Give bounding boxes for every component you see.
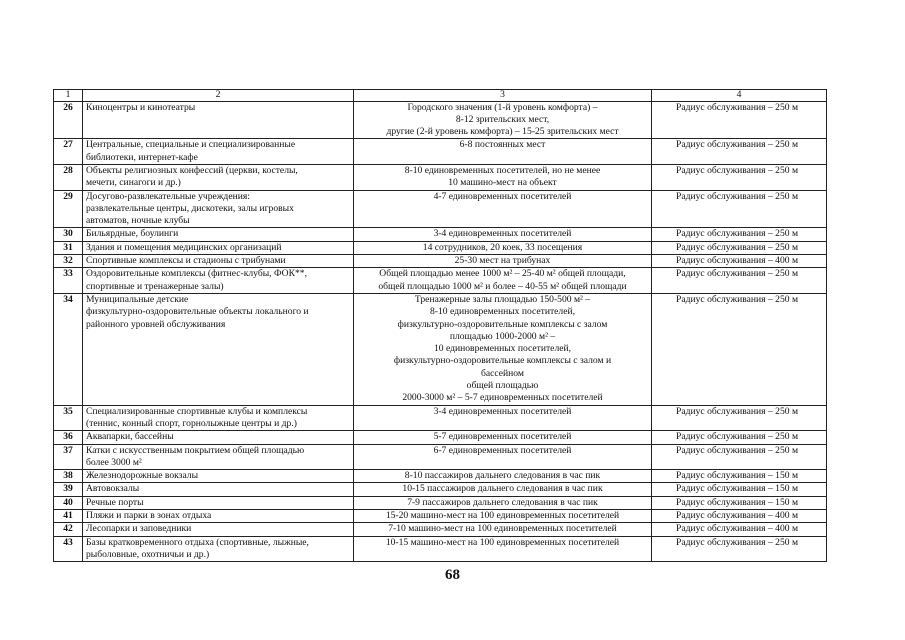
- facility-name-line: мечети, синагоги и др.): [86, 177, 181, 189]
- table-row: [54, 241, 827, 254]
- facility-name-line: Лесопарки и заповедники: [86, 523, 192, 535]
- table-row: [54, 523, 827, 536]
- service-radius: Радиус обслуживания – 250 м: [652, 241, 827, 254]
- capacity-norm: [354, 139, 652, 165]
- facility-name-line: более 3000 м²: [86, 456, 142, 468]
- capacity-norm-line: физкультурно-оздоровительные комплексы с залом: [397, 318, 608, 330]
- table-row: [54, 496, 827, 509]
- capacity-norm: [354, 405, 652, 431]
- capacity-norm-line: бассейном: [481, 367, 524, 379]
- service-radius: Радиус обслуживания – 150 м: [652, 470, 827, 483]
- facility-name-line: Аквапарки, бассейны: [86, 431, 174, 443]
- capacity-norm: [354, 241, 652, 254]
- capacity-norm-line: общей площадью: [466, 380, 539, 392]
- facility-name-line: спортивные и тренажерные залы): [86, 280, 224, 292]
- header-cell-4: 4: [652, 90, 827, 102]
- capacity-norm-line: Тренажерные залы площадью 150-500 м² –: [414, 293, 591, 305]
- facility-name-line: (теннис, конный спорт, горнолыжные центры и др.): [86, 417, 297, 429]
- facility-name-line: Досугово-развлекательные учреждения:: [86, 190, 250, 202]
- service-radius: Радиус обслуживания – 150 м: [652, 496, 827, 509]
- table-row: [54, 483, 827, 496]
- capacity-norm-line: 6-8 постоянных мест: [459, 139, 546, 151]
- table-row: [54, 536, 827, 562]
- facility-name-line: Киноцентры и кинотеатры: [86, 101, 196, 113]
- facility-name-line: Базы кратковременного отдыха (спортивные, лыжные,: [86, 536, 309, 548]
- row-number: 37: [54, 444, 83, 470]
- capacity-norm: [354, 255, 652, 268]
- service-radius: Радиус обслуживания – 400 м: [652, 510, 827, 523]
- facility-name-line: Спортивные комплексы и стадионы с трибунами: [86, 255, 286, 267]
- facility-name: [83, 470, 354, 483]
- facility-name-line: библиотеки, интернет-кафе: [86, 151, 198, 163]
- capacity-norm: [354, 101, 652, 139]
- service-radius: Радиус обслуживания – 250 м: [652, 101, 827, 139]
- facility-name: [83, 101, 354, 139]
- row-number: 28: [54, 164, 83, 190]
- capacity-norm-line: 15-20 машино-мест на 100 единовременных посетителей: [385, 510, 620, 521]
- facility-name-line: Оздоровительные комплексы (фитнес-клубы, ФОК**,: [86, 268, 307, 280]
- facility-name: [83, 496, 354, 509]
- capacity-norm-line: 6-7 единовременных посетителей: [433, 444, 572, 456]
- facility-name: [83, 536, 354, 562]
- capacity-norm-line: 10 машино-мест на объект: [448, 177, 557, 189]
- capacity-norm-line: общей площадью 1000 м² и более – 40-55 м² общей площади: [378, 280, 627, 292]
- facility-name-line: развлекательные центры, дискотеки, залы игровых: [86, 202, 294, 214]
- capacity-norm-line: 25-30 мест на трибунах: [454, 255, 551, 267]
- capacity-norm-line: 4-7 единовременных посетителей: [433, 190, 572, 202]
- capacity-norm: [354, 496, 652, 509]
- table-row: [54, 190, 827, 228]
- capacity-norm-line: физкультурно-оздоровительные комплексы с залом и: [393, 355, 612, 367]
- header-cell-1: 1: [54, 90, 83, 102]
- capacity-norm-line: 8-10 пассажиров дальнего следования в час пик: [404, 470, 601, 482]
- facility-name-line: Центральные, специальные и специализированные: [86, 139, 296, 151]
- facility-name-line: Катки с искусственным покрытием общей площадью: [86, 444, 305, 456]
- capacity-norm-line: 7-9 пассажиров дальнего следования в час пик: [407, 496, 598, 508]
- service-radius: Радиус обслуживания – 250 м: [652, 268, 827, 294]
- service-radius: Радиус обслуживания – 400 м: [652, 255, 827, 268]
- service-radius: Радиус обслуживания – 250 м: [652, 536, 827, 562]
- capacity-norm: [354, 293, 652, 405]
- service-radius: Радиус обслуживания – 250 м: [652, 139, 827, 165]
- row-number: 41: [54, 510, 83, 523]
- capacity-norm-line: 8-10 единовременных посетителей,: [429, 306, 576, 318]
- facility-name-line: Автовокзалы: [86, 483, 140, 495]
- facility-name: [83, 444, 354, 470]
- capacity-norm-line: 14 сотрудников, 20 коек, 33 посещения: [422, 241, 583, 253]
- capacity-norm-line: Общей площадью менее 1000 м² – 25-40 м² общей площади,: [379, 268, 626, 280]
- table-header-row: [54, 90, 827, 102]
- capacity-norm-line: 3-4 единовременных посетителей: [433, 405, 572, 417]
- capacity-norm-line: 10-15 машино-мест на 100 единовременных посетителей: [385, 536, 620, 548]
- facility-name: [83, 228, 354, 241]
- capacity-norm-line: 8-12 зрительских мест,: [455, 113, 550, 125]
- table-row: [54, 470, 827, 483]
- table-row: [54, 510, 827, 523]
- facility-name: [83, 405, 354, 431]
- table-row: [54, 444, 827, 470]
- row-number: 26: [54, 101, 83, 139]
- capacity-norm: [354, 510, 652, 523]
- service-radius: Радиус обслуживания – 250 м: [652, 431, 827, 444]
- capacity-norm: [354, 523, 652, 536]
- capacity-norm: [354, 483, 652, 496]
- facility-name-line: Специализированные спортивные клубы и комплексы: [86, 405, 308, 417]
- table-row: [54, 405, 827, 431]
- table-row: [54, 164, 827, 190]
- capacity-norm-line: 5-7 единовременных посетителей: [433, 431, 572, 443]
- capacity-norm-line: 10 единовременных посетителей,: [433, 343, 572, 355]
- facility-name: [83, 139, 354, 165]
- row-number: 39: [54, 483, 83, 496]
- capacity-norm: [354, 268, 652, 294]
- table-row: [54, 139, 827, 165]
- facility-name: [83, 510, 354, 523]
- service-radius: Радиус обслуживания – 400 м: [652, 523, 827, 536]
- facility-name: [83, 164, 354, 190]
- capacity-norm-line: 2000-3000 м² – 5-7 единовременных посетителей: [402, 392, 603, 404]
- facility-name-line: Речные порты: [86, 496, 144, 508]
- table-row: [54, 268, 827, 294]
- table-row: [54, 255, 827, 268]
- capacity-norm-line: 10-15 пассажиров дальнего следования в час пик: [402, 483, 603, 495]
- facility-name-line: Железнодорожные вокзалы: [86, 470, 199, 482]
- table-row: [54, 293, 827, 405]
- row-number: 42: [54, 523, 83, 536]
- facility-name: [83, 268, 354, 294]
- capacity-norm-line: Городского значения (1-й уровень комфорта) –: [407, 101, 598, 113]
- capacity-norm: [354, 431, 652, 444]
- row-number: 32: [54, 255, 83, 268]
- facility-name: [83, 255, 354, 268]
- facility-name: [83, 483, 354, 496]
- service-radius: Радиус обслуживания – 250 м: [652, 405, 827, 431]
- header-cell-3: 3: [354, 90, 652, 102]
- row-number: 31: [54, 241, 83, 254]
- header-cell-2: 2: [83, 90, 354, 102]
- row-number: 33: [54, 268, 83, 294]
- capacity-norm-line: 3-4 единовременных посетителей: [433, 228, 572, 240]
- row-number: 30: [54, 228, 83, 241]
- facility-name-line: автоматов, ночные клубы: [86, 215, 190, 227]
- service-radius: Радиус обслуживания – 250 м: [652, 228, 827, 241]
- row-number: 38: [54, 470, 83, 483]
- capacity-norm: [354, 190, 652, 228]
- capacity-norm-line: 7-10 машино-мест на 100 единовременных посетителей: [388, 523, 617, 535]
- capacity-norm: [354, 228, 652, 241]
- capacity-norm: [354, 444, 652, 470]
- row-number: 29: [54, 190, 83, 228]
- row-number: 40: [54, 496, 83, 509]
- facility-name-line: Пляжи и парки в зонах отдыха: [86, 510, 212, 521]
- capacity-norm: [354, 470, 652, 483]
- facility-name-line: Муниципальные детские: [86, 293, 189, 305]
- service-radius: Радиус обслуживания – 250 м: [652, 293, 827, 405]
- facility-name: [83, 523, 354, 536]
- facility-name-line: Бильярдные, боулинги: [86, 228, 179, 240]
- facility-name-line: районного уровней обслуживания: [86, 318, 226, 330]
- row-number: 36: [54, 431, 83, 444]
- facility-name-line: Объекты религиозных конфессий (церкви, костелы,: [86, 164, 298, 176]
- capacity-norm-line: площадью 1000-2000 м² –: [449, 330, 556, 342]
- table-row: [54, 101, 827, 139]
- service-radius: Радиус обслуживания – 250 м: [652, 190, 827, 228]
- facility-name: [83, 431, 354, 444]
- service-radius: Радиус обслуживания – 250 м: [652, 444, 827, 470]
- row-number: 34: [54, 293, 83, 405]
- page-number: 68: [445, 567, 460, 583]
- capacity-norm: [354, 536, 652, 562]
- facility-name: [83, 190, 354, 228]
- facility-name: [83, 293, 354, 405]
- capacity-norm-line: другие (2-й уровень комфорта) – 15-25 зрительских мест: [386, 126, 619, 138]
- facility-name-line: физкультурно-оздоровительные объекты локального и: [86, 306, 309, 318]
- capacity-norm-line: 8-10 единовременных посетителей, но не менее: [404, 164, 601, 176]
- facility-name: [83, 241, 354, 254]
- table-row: [54, 431, 827, 444]
- facility-name-line: Здания и помещения медицинских организаций: [86, 241, 282, 253]
- row-number: 43: [54, 536, 83, 562]
- facility-name-line: рыболовные, охотничьи и др.): [86, 548, 210, 560]
- row-number: 35: [54, 405, 83, 431]
- service-radius: Радиус обслуживания – 250 м: [652, 164, 827, 190]
- service-radius: Радиус обслуживания – 150 м: [652, 483, 827, 496]
- capacity-norm: [354, 164, 652, 190]
- norms-table: [53, 89, 827, 562]
- table-row: [54, 228, 827, 241]
- row-number: 27: [54, 139, 83, 165]
